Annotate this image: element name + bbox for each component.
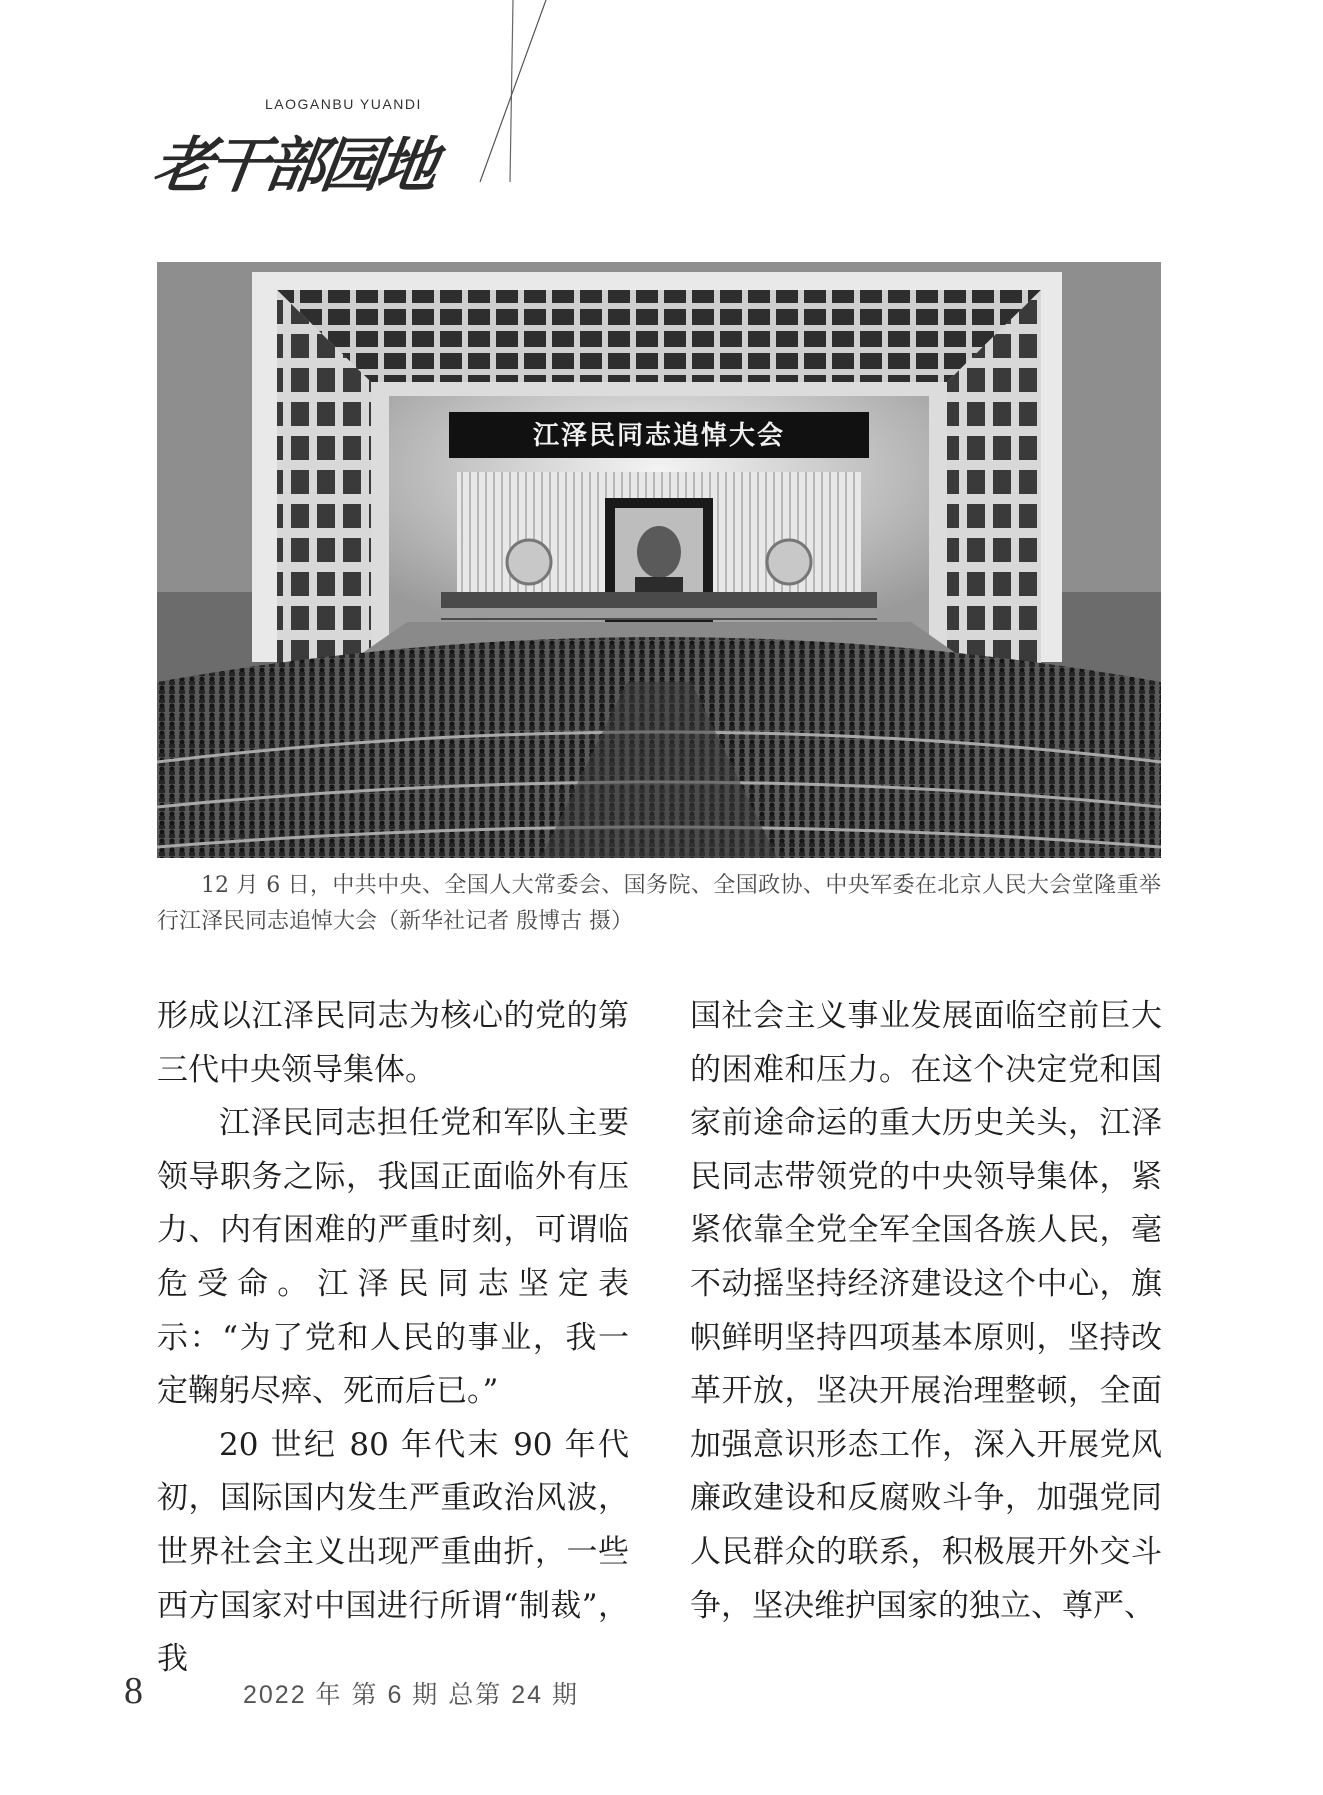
- photo-caption: 12 月 6 日，中共中央、全国人大常委会、国务院、全国政协、中央军委在北京人民大会堂隆重举行江泽民同志追悼大会（新华社记者 殷博古 摄）: [157, 873, 1161, 934]
- photo-banner-text: 江泽民同志追悼大会: [532, 421, 786, 451]
- masthead-chinese-title: 老干部园地: [148, 131, 439, 201]
- article-left-column: [157, 990, 629, 1687]
- memorial-hall-photo: [157, 262, 1161, 858]
- masthead-english-title: LAOGANBU YUANDI: [265, 96, 422, 112]
- paragraph: 江泽民同志担任党和军队主要领导职务之际，我国正面临外有压力、内有困难的严重时刻，可谓临危受命。江泽民同志坚定表示：“为了党和人民的事业，我一定鞠躬尽瘁、死而后已。”: [157, 1105, 629, 1410]
- page-number: 8: [124, 1670, 143, 1712]
- masthead: [150, 0, 550, 200]
- paragraph: 20 世纪 80 年代末 90 年代初，国际国内发生严重政治风波，世界社会主义出现严重曲折，一些西方国家对中国进行所谓“制裁”，我: [157, 1426, 629, 1678]
- paragraph: 国社会主义事业发展面临空前巨大的困难和压力。在这个决定党和国家前途命运的重大历史关头，江泽民同志带领党的中央领导集体，紧紧依靠全党全军全国各族人民，毫不动摇坚持经济建设这个中心，旗帜鲜明坚持四项基本原则，坚持改革开放，坚决开展治理整顿，全面加强意识形态工作，深入开展党风廉政建设和反腐败斗争，加强党同人民群众的联系，积极展开外交斗争，坚决维护国家的独立、尊严、: [690, 998, 1162, 1624]
- article-right-column: [690, 990, 1162, 1633]
- paragraph: 形成以江泽民同志为核心的党的第三代中央领导集体。: [157, 998, 629, 1088]
- issue-info: 2022 年 第 6 期 总第 24 期: [243, 1681, 579, 1709]
